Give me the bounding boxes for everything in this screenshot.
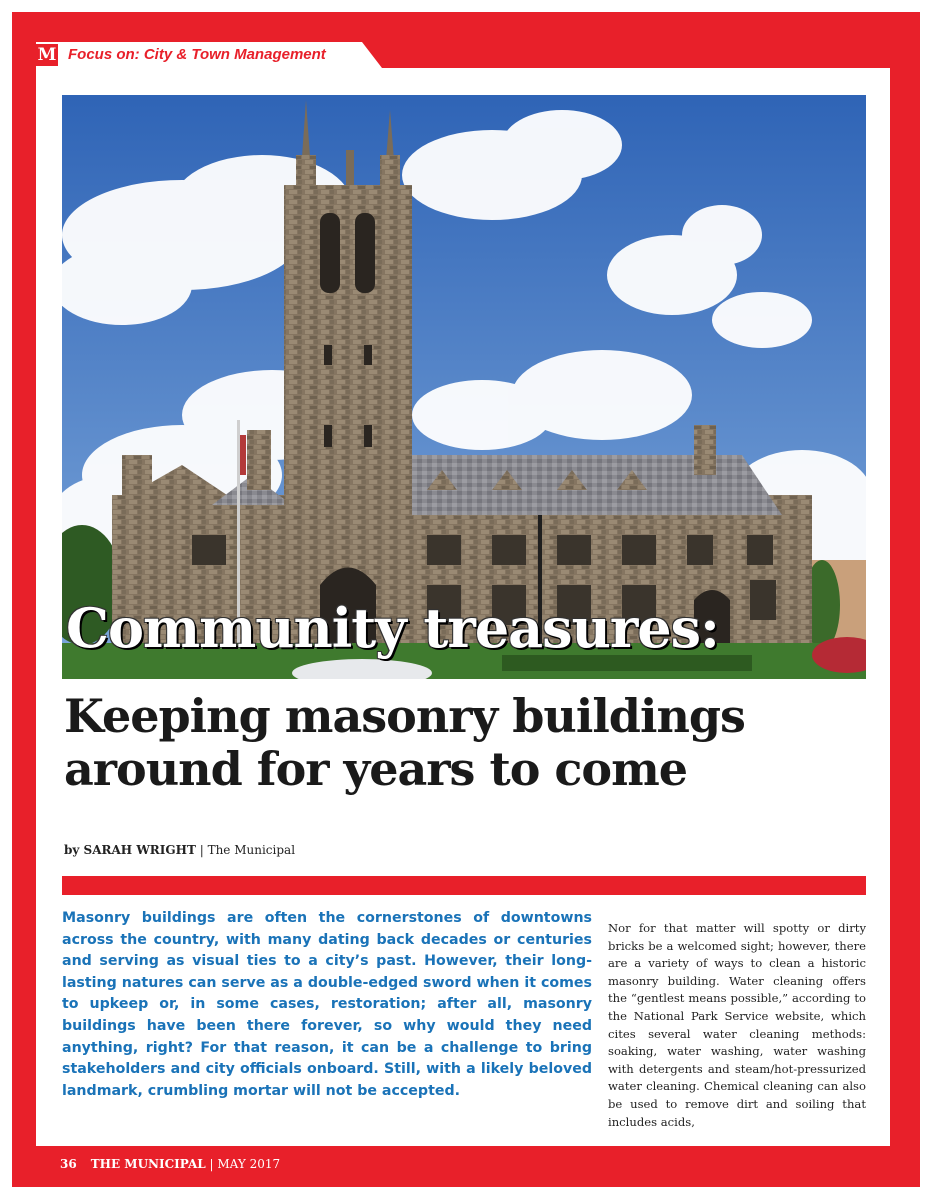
issue-date: MAY 2017 bbox=[217, 1157, 281, 1171]
headline-overlay: Community treasures: bbox=[66, 596, 719, 660]
section-label: Focus on: City & Town Management bbox=[68, 46, 326, 63]
magazine-logo: M bbox=[37, 45, 57, 65]
page-number: 36 bbox=[60, 1157, 77, 1171]
headline: Keeping masonry buildings around for years to come bbox=[64, 689, 745, 796]
red-border-right bbox=[890, 12, 920, 1187]
lead-paragraph: Masonry buildings are often the cornerstones of downtowns across the country, with many dating back decades or centuries and serving as visual ties to a city’s past. However, their long-lasting natures can serve as a double-edged sword when it comes to upkeep or, in some cases, restoration; after all, masonry buildings have been there forever, so why would they need anything, right? For that reason, it can be a challenge to bring stakeholders and city officials onboard. Still, with a likely beloved landmark, crumbling mortar will not be accepted. bbox=[62, 910, 592, 1099]
town-hall-illustration bbox=[62, 95, 866, 679]
byline-separator: | bbox=[195, 843, 208, 857]
magazine-name: THE MUNICIPAL bbox=[90, 1157, 206, 1171]
feature-photo bbox=[62, 95, 866, 679]
red-border-left bbox=[12, 12, 36, 1187]
byline bbox=[64, 843, 295, 857]
body-column: Nor for that matter will spotty or dirty bricks be a welcomed sight; however, there are a variety of ways to clean a historic masonry building. Water cleaning offers the “gentlest means possible,” according to the National Park Service website, which cites several water cleaning methods: soaking, water washing, water washing with detergents and steam/hot-pressurized water cleaning. Chemical cleaning can also be used to remove dirt and soiling that includes acids, bbox=[608, 921, 866, 1129]
footer-separator: | bbox=[205, 1157, 218, 1171]
page-footer bbox=[60, 1157, 280, 1171]
byline-author: by SARAH WRIGHT bbox=[64, 843, 196, 857]
red-divider bbox=[62, 876, 866, 895]
page-margin bbox=[0, 0, 927, 12]
byline-publication: The Municipal bbox=[207, 843, 296, 857]
